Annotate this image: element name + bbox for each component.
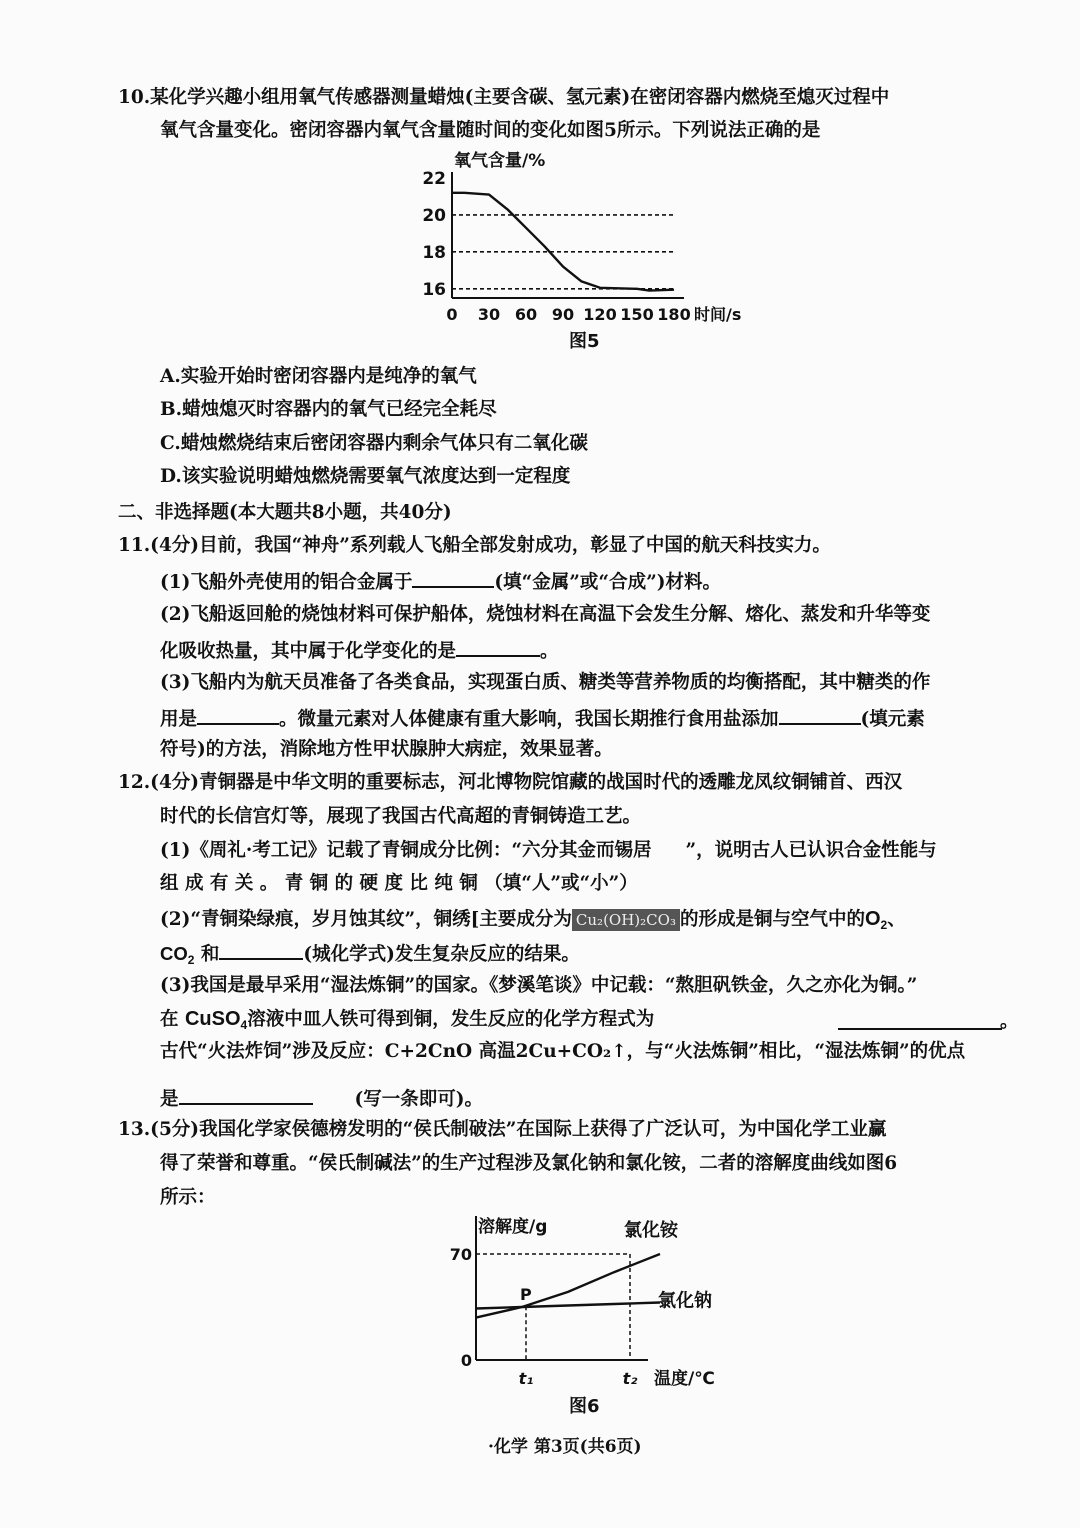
q12-part3-line3: 古代“火法炸饲”涉及反应：C+2CnO 高温2Cu+CO₂↑，与“火法炼铜”相比，“湿法炼铜”的优点 (160, 1041, 966, 1062)
sodium-chloride-curve (476, 1303, 660, 1309)
q11-part3-line1: (3)飞船内为航天员准备了各类食品，实现蛋白质、糖类等营养物质的均衡搭配，其中糖类的作 (160, 672, 931, 693)
q11-part3-blank-1[interactable] (197, 703, 279, 725)
q12-part1-line2: 组 成 有 关 。 青 铜 的 硬 度 比 纯 铜 （填“人”或“小”） (160, 873, 638, 894)
q12-part3-text-a: 在 (160, 1009, 179, 1030)
q11-part2-line1: (2)飞船返回舱的烧蚀材料可保护船体，烧蚀材料在高温下会发生分解、熔化、蒸发和升华等变 (160, 604, 931, 625)
y-axis-label: 氧气含量/% (454, 151, 546, 171)
q12-co2-subscript: 2 (187, 953, 195, 967)
q11-part3-blank-2[interactable] (779, 703, 861, 725)
q12-part3-line2 (160, 1005, 654, 1039)
q11-part2-text-b: 。 (540, 641, 559, 662)
y-tick-label-70: 70 (449, 1245, 472, 1264)
x-axis-label: 温度/℃ (654, 1369, 715, 1388)
q10-option-d: D.该实验说明蜡烛燃烧需要氧气浓度达到一定程度 (160, 466, 571, 487)
q12-copper-rust-formula: Cu₂(OH)₂CO₃ (572, 909, 680, 931)
y-tick-label-0: 0 (460, 1351, 472, 1370)
q11-part3-text-b: 。微量元素对人体健康有重大影响，我国长期推行食用盐添加 (279, 709, 779, 730)
q11-part1-text-a: (1)飞船外壳使用的铝合金属于 (160, 572, 413, 593)
y-tick-label: 22 (422, 169, 446, 189)
figure-6-svg (448, 1208, 748, 1388)
figure-6-solubility-chart (448, 1208, 748, 1388)
q12-part1-text-a: (1)《周礼·考工记》记载了青铜成分比例：“六分其金而锡居 (160, 840, 652, 861)
q12-part3-line4 (160, 1083, 483, 1114)
q10-option-c: C.蜡烛燃烧结束后密闭容器内剩余气体只有二氧化碳 (160, 433, 588, 454)
q12-stem-line1: 12.(4分)青铜器是中华文明的重要标志，河北博物院馆藏的战国时代的透雕龙凤纹铜铺首、西汉 (118, 772, 903, 793)
y-tick-label: 18 (422, 242, 446, 263)
x-tick-label: 150 (620, 305, 654, 322)
q12-cuso4-formula (185, 1008, 247, 1030)
q12-part3-text-b: 溶液中皿人铁可得到铜，发生反应的化学方程式为 (247, 1009, 655, 1030)
q12-part1-text-b: ”，说明古人已认识合金性能与 (685, 840, 937, 861)
q11-part3-line3: 符号)的方法，消除地方性甲状腺肿大病症，效果显著。 (160, 739, 613, 760)
q13-stem-line3: 所示： (160, 1187, 216, 1208)
q12-part2-line2 (160, 938, 580, 974)
q10-option-b: B.蜡烛熄灭时容器内的氧气已经完全耗尽 (160, 399, 497, 420)
q10-option-a: A.实验开始时密闭容器内是纯净的氧气 (160, 366, 477, 387)
q11-part3-text-a: 用是 (160, 709, 198, 730)
q12-part2-blank[interactable] (219, 938, 303, 960)
q12-cuso4-symbol: CuSO (184, 1008, 241, 1030)
q11-part2-text-a: 化吸收热量，其中属于化学变化的是 (160, 641, 457, 662)
x-tick-label: 60 (514, 305, 538, 322)
q12-part2-text-b: 的形成是铜与空气中的 (679, 909, 865, 930)
q12-part1-line1 (160, 837, 937, 865)
q11-part3-line2 (160, 703, 925, 734)
q12-part3-text-d: (写一条即可)。 (354, 1089, 484, 1110)
x-tick-label-t1: t₁ (518, 1369, 534, 1388)
x-tick-label: 180 (657, 305, 691, 322)
x-tick-label: 90 (551, 305, 575, 322)
x-tick-label: 120 (583, 305, 617, 322)
q12-part3-text-c: 是 (160, 1089, 179, 1110)
series-label-ammonium-chloride: 氯化铵 (624, 1220, 678, 1241)
q12-part2-text-a: (2)“青铜染绿痕，岁月蚀其纹”，铜绣[主要成分为 (160, 909, 572, 930)
q11-part1-text-b: (填“金属”或“合成”)材料。 (494, 572, 721, 593)
oxygen-series-line (452, 193, 674, 291)
q11-part3-text-c: (填元素 (860, 709, 925, 730)
q12-equation-blank[interactable] (838, 1008, 1002, 1030)
q11-part1 (160, 566, 721, 597)
y-axis-label: 溶解度/g (478, 1217, 548, 1237)
figure-6-caption: 图6 (569, 1396, 600, 1417)
q11-stem: 11.(4分)目前，我国“神舟”系列载人飞船全部发射成功，彰显了中国的航天科技实力。 (118, 535, 831, 556)
q12-co2-formula (160, 943, 195, 967)
q12-stem-line2: 时代的长信宫灯等，展现了我国古代高超的青铜铸造工艺。 (160, 806, 642, 827)
figure-5-svg (412, 150, 752, 322)
q11-part1-blank[interactable] (412, 566, 494, 588)
q12-part2-text-c: 和 (200, 944, 220, 965)
q12-cuso4-subscript: 4 (240, 1018, 248, 1032)
section-2-heading: 二、非选择题(本大题共8小题，共40分) (118, 502, 452, 523)
q13-stem-line1: 13.(5分)我国化学家侯德榜发明的“侯氏制破法”在国际上获得了广泛认可，为中国化学工业赢 (118, 1119, 887, 1140)
q11-part2-blank[interactable] (456, 635, 540, 657)
figure-5-oxygen-chart (412, 150, 752, 322)
q12-part2-text-d: (城化学式)发生复杂反应的结果。 (303, 944, 580, 965)
q12-part3-line1: (3)我国是最早采用“湿法炼铜”的国家。《梦溪笔谈》中记载：“熬胆矾铁金，久之亦化为铜。” (160, 975, 918, 996)
figure-5-caption: 图5 (569, 331, 600, 352)
q12-co2-symbol: CO (160, 943, 188, 964)
x-tick-label: 30 (477, 305, 501, 322)
y-tick-label: 20 (422, 205, 446, 226)
q10-stem-line2: 氧气含量变化。密闭容器内氧气含量随时间的变化如图5所示。下列说法正确的是 (160, 120, 821, 141)
q12-o2-subscript: 2 (880, 918, 888, 932)
x-axis-label: 时间/s (694, 305, 742, 322)
y-tick-label: 16 (422, 279, 446, 300)
page-footer: ·化学 第3页(共6页) (488, 1437, 642, 1457)
q12-equation-period: 。 (1000, 1011, 1019, 1032)
q13-stem-line2: 得了荣誉和尊重。“侯氏制碱法”的生产过程涉及氯化钠和氯化铵，二者的溶解度曲线如图6 (160, 1153, 898, 1174)
q12-part2-line1 (160, 905, 906, 939)
q12-o2-formula (865, 908, 887, 930)
x-tick-label-t2: t₂ (622, 1369, 638, 1388)
q12-advantage-blank[interactable] (179, 1083, 313, 1105)
point-p-label: P (520, 1285, 532, 1305)
q12-o2-symbol: O (864, 908, 881, 930)
q11-part2-line2 (160, 635, 559, 666)
q10-stem-line1: 10.某化学兴趣小组用氧气传感器测量蜡烛(主要含碳、氢元素)在密闭容器内燃烧至熄灭过程中 (118, 87, 890, 108)
series-label-sodium-chloride: 氯化钠 (658, 1290, 712, 1312)
x-tick-label: 0 (446, 305, 458, 322)
q12-part2-separator: 、 (887, 909, 906, 930)
